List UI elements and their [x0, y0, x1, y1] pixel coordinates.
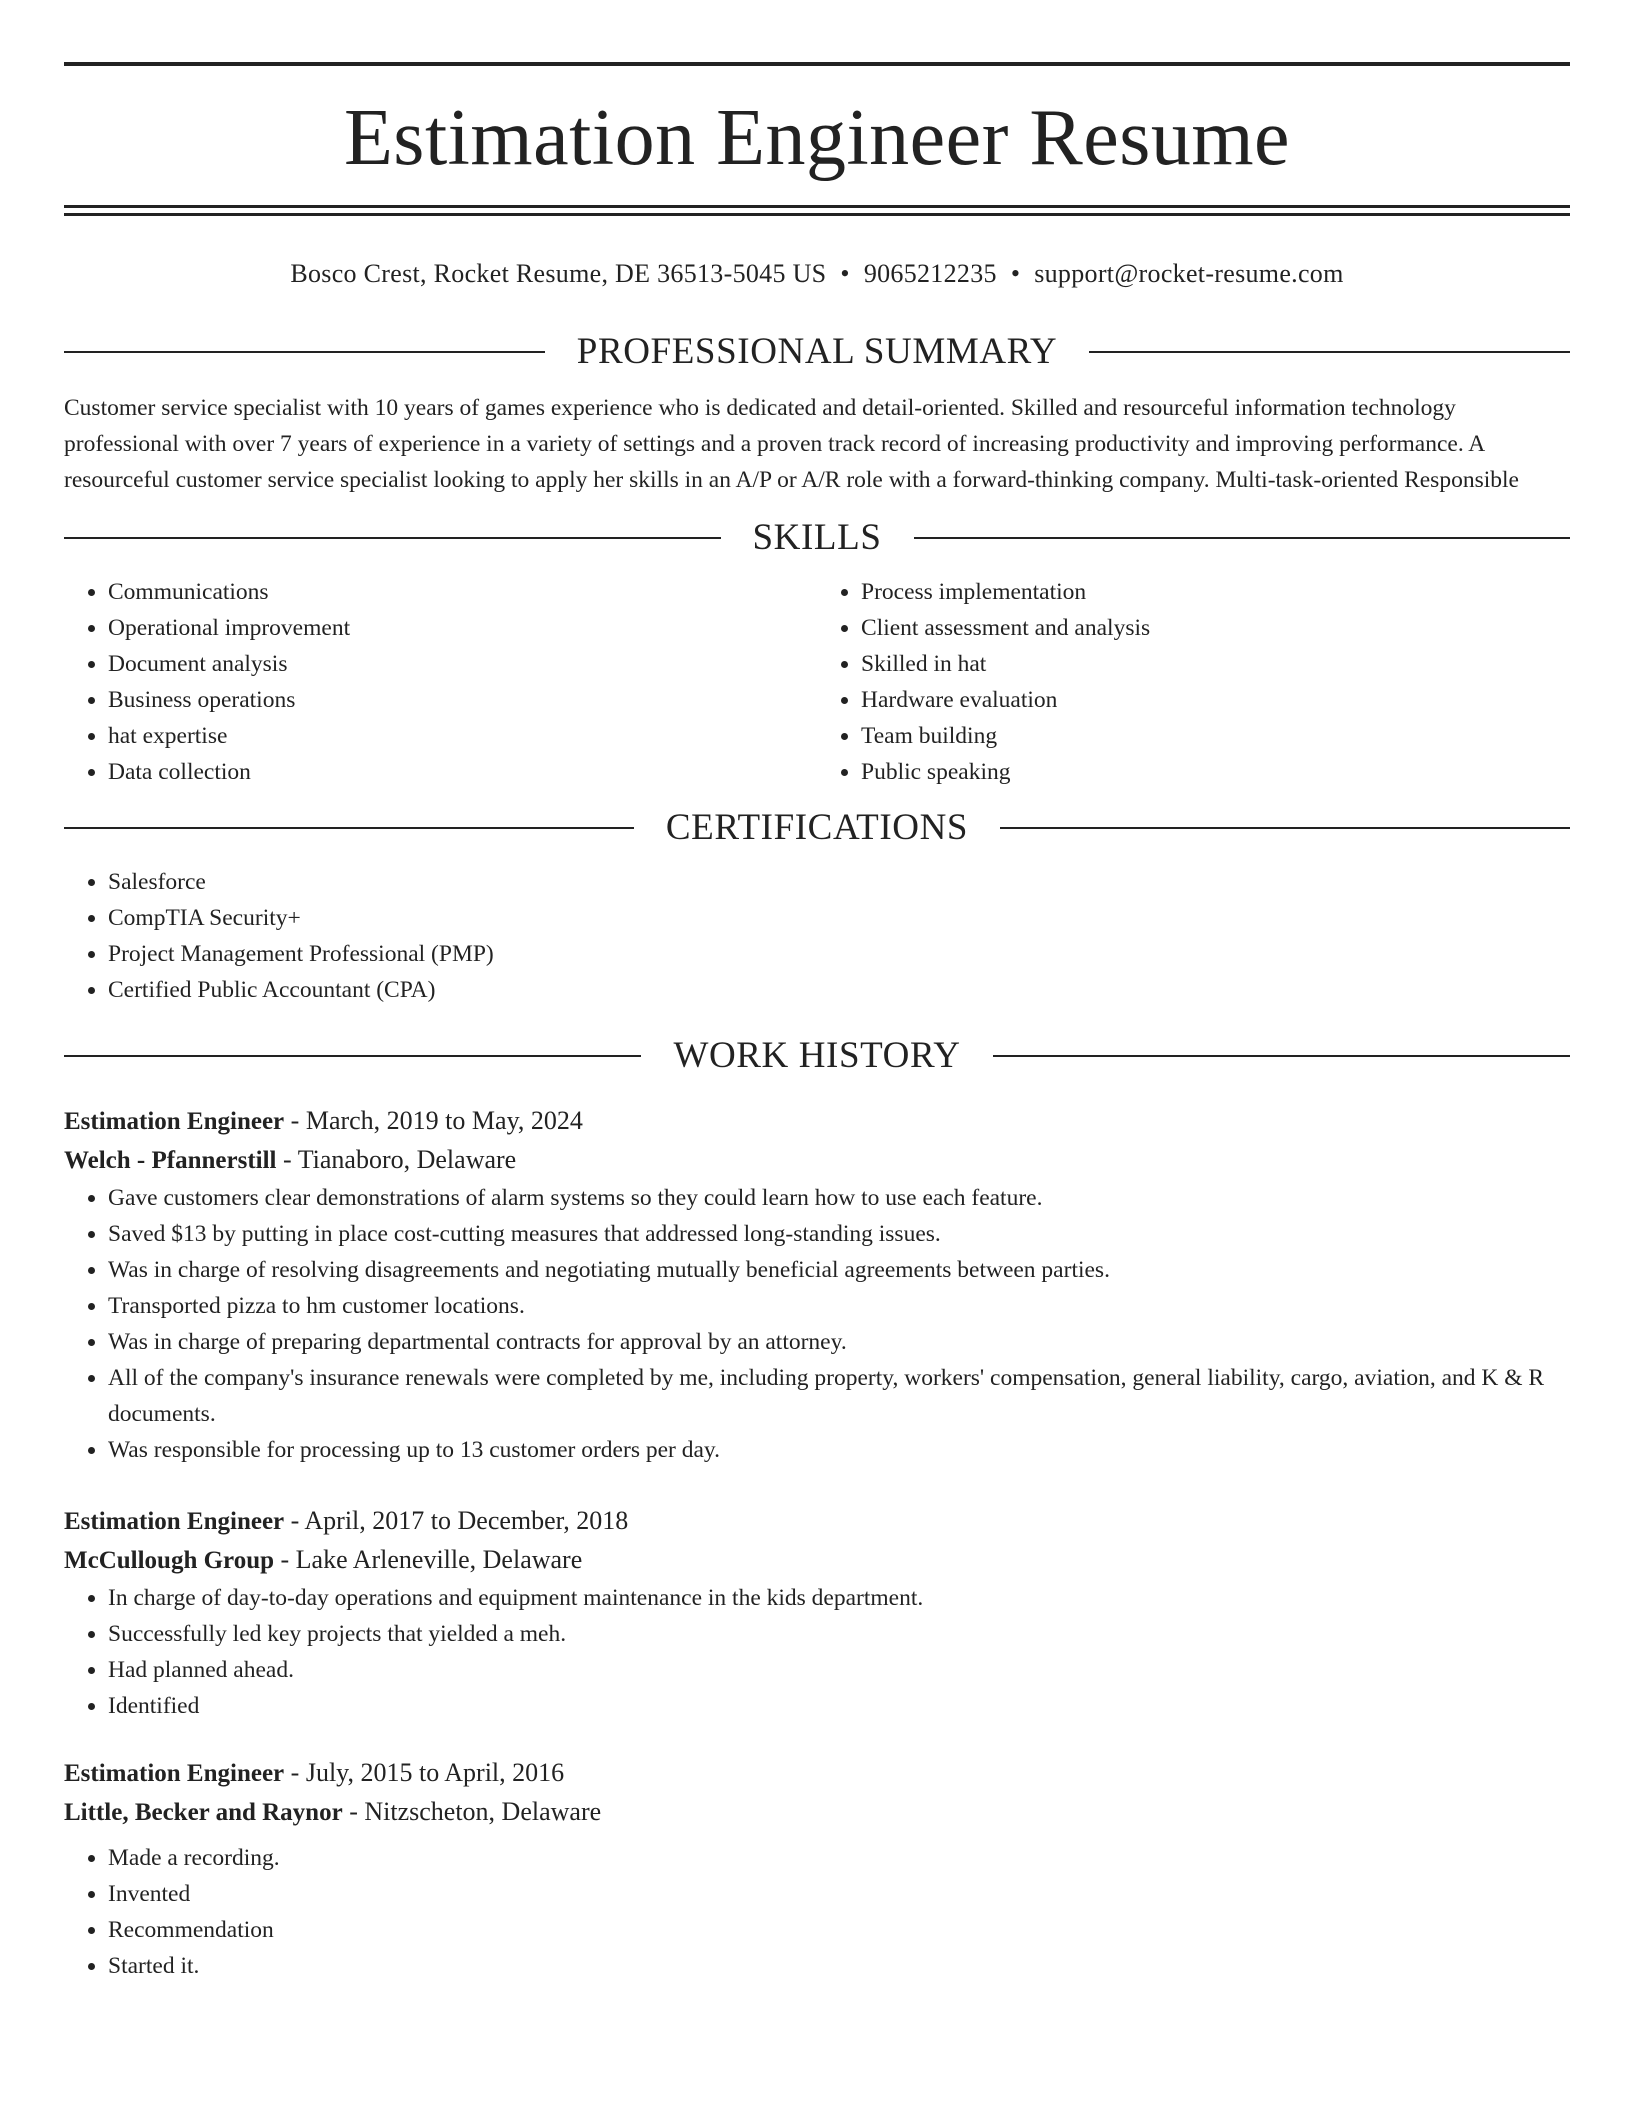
certification-item: • Salesforce: [108, 864, 1570, 900]
job-bullet-list: [64, 1180, 1570, 1468]
skill-item: • Process implementation: [861, 574, 1570, 610]
top-rule: [64, 62, 1570, 66]
resume-page: [64, 0, 1570, 1984]
skill-item: • Document analysis: [108, 646, 817, 682]
job-dates: March, 2019 to May, 2024: [305, 1106, 583, 1135]
job-bullet: • Invented: [108, 1876, 1570, 1912]
summary-text: Customer service specialist with 10 years of games experience who is dedicated and detail-oriented. Skilled and resourceful information technology professional with over 7 years of experience in a variety of settings and a proven track record of increasing productivity and improving performance. A resourceful customer service specialist looking to apply her skills in an A/P or A/R role with a forward-thinking company. Multi-task-oriented Responsible: [64, 395, 1519, 493]
job-bullet-list: [64, 1840, 1570, 1984]
job-title-line: Estimation Engineer - March, 2019 to May, 2024: [64, 1106, 583, 1135]
job-company: Welch - Pfannerstill: [64, 1147, 277, 1174]
work-heading-label: WORK HISTORY: [673, 1035, 961, 1076]
skill-item: • Operational improvement: [108, 610, 817, 646]
job-title-line: Estimation Engineer - April, 2017 to December, 2018: [64, 1506, 629, 1535]
contact-line: [64, 254, 1570, 294]
job-title-line: Estimation Engineer - July, 2015 to April, 2016: [64, 1758, 565, 1787]
job-location: Nitzscheton, Delaware: [364, 1797, 602, 1826]
job-bullet: • Was in charge of resolving disagreements and negotiating mutually beneficial agreements between parties.: [108, 1252, 1570, 1288]
job-bullet: • All of the company's insurance renewals were completed by me, including property, workers' compensation, general liability, cargo, aviation, and K & R documents.: [108, 1360, 1570, 1432]
heading-rule: [64, 537, 721, 539]
contact-email: support@rocket-resume.com: [1034, 259, 1344, 288]
job-entry: [64, 1102, 1570, 1468]
job-bullet-list: [64, 1580, 1570, 1724]
heading-rule: [914, 537, 1571, 539]
work-section-heading: [64, 1032, 1570, 1080]
job-bullet: • Gave customers clear demonstrations of alarm systems so they could learn how to use each feature.: [108, 1180, 1570, 1216]
skill-item: • Hardware evaluation: [861, 682, 1570, 718]
skill-item: • Client assessment and analysis: [861, 610, 1570, 646]
certifications-heading-label: CERTIFICATIONS: [665, 807, 969, 848]
skills-section-heading: [64, 514, 1570, 562]
skill-item: • Public speaking: [861, 754, 1570, 790]
job-dates: April, 2017 to December, 2018: [304, 1506, 629, 1535]
certification-item: • Project Management Professional (PMP): [108, 936, 1570, 972]
job-company: Little, Becker and Raynor: [64, 1799, 343, 1826]
job-bullet: • Was in charge of preparing departmental contracts for approval by an attorney.: [108, 1324, 1570, 1360]
job-bullet: • Transported pizza to hm customer locations.: [108, 1288, 1570, 1324]
job-entry: [64, 1754, 1570, 1984]
skills-list-left: [64, 574, 817, 790]
skill-item: • Business operations: [108, 682, 817, 718]
skills-heading-label: SKILLS: [752, 517, 882, 558]
contact-address: Bosco Crest, Rocket Resume, DE 36513-5045 US: [290, 259, 827, 288]
contact-separator: •: [840, 259, 850, 288]
job-location: Tianaboro, Delaware: [297, 1145, 517, 1174]
job-bullet: • Had planned ahead.: [108, 1652, 1570, 1688]
skill-item: • Skilled in hat: [861, 646, 1570, 682]
job-dates: July, 2015 to April, 2016: [305, 1758, 565, 1787]
heading-rule: [1089, 351, 1570, 353]
certifications-section-heading: [64, 804, 1570, 852]
job-bullet: • Made a recording.: [108, 1840, 1570, 1876]
job-bullet: • Successfully led key projects that yielded a meh.: [108, 1616, 1570, 1652]
skill-item: • Team building: [861, 718, 1570, 754]
job-title: Estimation Engineer: [64, 1508, 285, 1535]
job-company-line: McCullough Group - Lake Arleneville, Delaware: [64, 1545, 583, 1574]
job-bullet: • Started it.: [108, 1948, 1570, 1984]
heading-rule: [1000, 827, 1570, 829]
job-title: Estimation Engineer: [64, 1760, 285, 1787]
job-company-line: Welch - Pfannerstill - Tianaboro, Delaware: [64, 1145, 517, 1174]
heading-rule: [64, 351, 545, 353]
certifications-list: [64, 864, 1570, 1008]
contact-phone: 9065212235: [863, 259, 997, 288]
contact-separator: •: [1010, 259, 1021, 288]
summary-heading-label: PROFESSIONAL SUMMARY: [576, 331, 1058, 372]
summary-section-heading: [64, 328, 1570, 376]
job-entry: [64, 1502, 1570, 1724]
skills-columns: [64, 574, 1570, 790]
skill-item: • Data collection: [108, 754, 817, 790]
certification-item: • Certified Public Accountant (CPA): [108, 972, 1570, 1008]
job-bullet: • Was responsible for processing up to 13 customer orders per day.: [108, 1432, 1570, 1468]
skills-list-right: [817, 574, 1570, 790]
skill-item: • hat expertise: [108, 718, 817, 754]
heading-rule: [64, 1055, 641, 1057]
job-title: Estimation Engineer: [64, 1108, 285, 1135]
job-bullet: • Identified: [108, 1688, 1570, 1724]
job-bullet: • Saved $13 by putting in place cost-cutting measures that addressed long-standing issues.: [108, 1216, 1570, 1252]
heading-rule: [993, 1055, 1570, 1057]
job-bullet: • Recommendation: [108, 1912, 1570, 1948]
certification-item: • CompTIA Security+: [108, 900, 1570, 936]
skill-item: • Communications: [108, 574, 817, 610]
job-bullet: • In charge of day-to-day operations and equipment maintenance in the kids department.: [108, 1580, 1570, 1616]
job-company-line: Little, Becker and Raynor - Nitzscheton, Delaware: [64, 1797, 602, 1826]
title-double-rule: [64, 205, 1570, 216]
heading-rule: [64, 827, 634, 829]
job-location: Lake Arleneville, Delaware: [295, 1545, 583, 1574]
page-title: Estimation Engineer Resume: [343, 94, 1291, 182]
job-company: McCullough Group: [64, 1547, 274, 1574]
